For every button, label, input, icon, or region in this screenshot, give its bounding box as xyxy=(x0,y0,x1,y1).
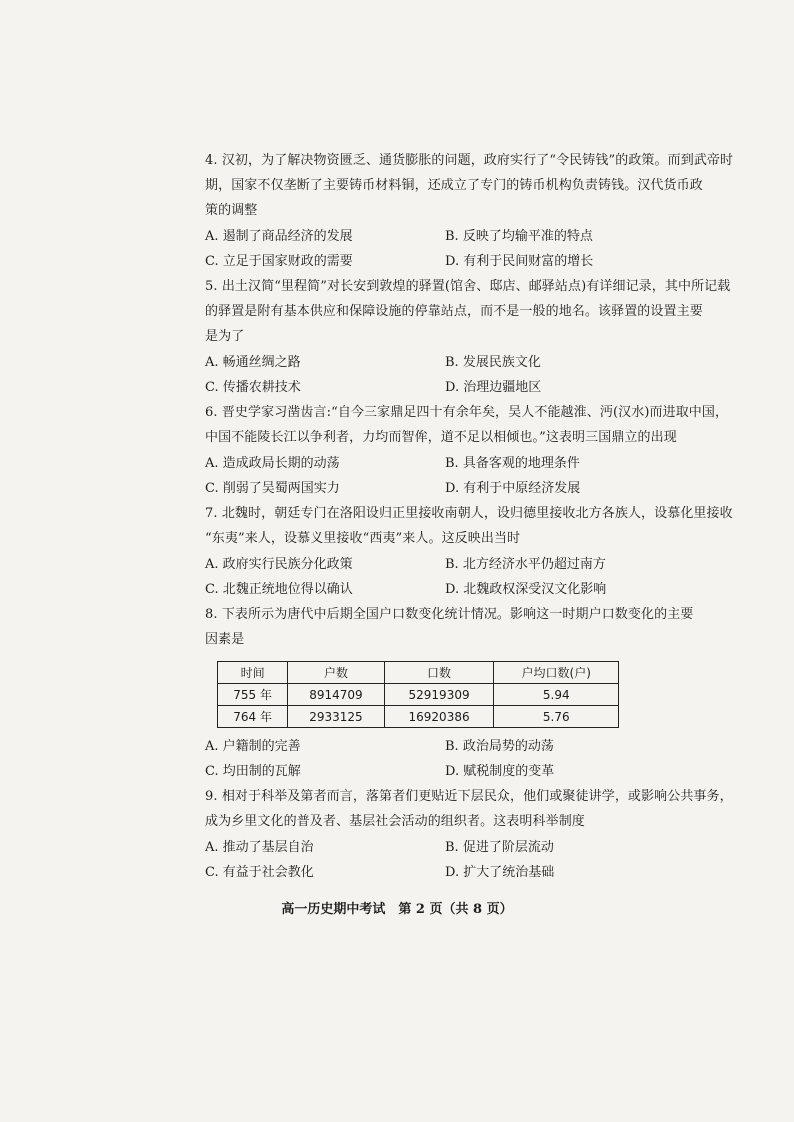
question-7-options xyxy=(205,552,697,602)
question-8-option-c: C. 均田制的瓦解 xyxy=(205,764,301,779)
question-6-option-c: C. 削弱了吴蜀两国实力 xyxy=(205,481,340,496)
question-8-stem-line-2: 因素是 xyxy=(205,632,245,647)
question-7-option-b: B. 北方经济水平仍超过南方 xyxy=(445,557,606,572)
question-6-option-a: A. 造成政局长期的动荡 xyxy=(205,456,340,471)
question-4-option-a: A. 遏制了商品经济的发展 xyxy=(205,229,353,244)
question-4-stem-line-2: 期，国家不仅垄断了主要铸币材料铜，还成立了专门的铸币机构负责铸钱。汉代货币政 xyxy=(205,178,703,193)
question-9 xyxy=(205,784,733,885)
question-5-stem-line-3: 是为了 xyxy=(205,329,245,344)
question-7 xyxy=(205,501,733,602)
question-6-options xyxy=(205,451,697,501)
question-5-option-c: C. 传播农耕技术 xyxy=(205,380,301,395)
question-list xyxy=(205,148,734,885)
question-9-option-a: A. 推动了基层自治 xyxy=(205,840,314,855)
question-4-option-b: B. 反映了均输平准的特点 xyxy=(445,229,593,244)
question-4-option-c: C. 立足于国家财政的需要 xyxy=(205,254,353,269)
table-header-cell: 口数 xyxy=(384,662,494,684)
question-6-option-b: B. 具备客观的地理条件 xyxy=(445,456,580,471)
question-5 xyxy=(205,274,731,400)
question-7-option-d: D. 北魏政权深受汉文化影响 xyxy=(445,582,607,597)
question-9-option-d: D. 扩大了统治基础 xyxy=(445,865,555,880)
question-6 xyxy=(205,400,729,501)
table-cell: 52919309 xyxy=(384,684,494,706)
question-4-stem-line-3: 策的调整 xyxy=(205,203,258,218)
question-8-stem-line-1: 8. 下表所示为唐代中后期全国户口数变化统计情况。影响这一时期户口数变化的主要 xyxy=(205,607,694,622)
question-6-stem-line-2: 中国不能陵长江以争利者，力均而智侔，道不足以相倾也。”这表明三国鼎立的出现 xyxy=(205,430,677,445)
table-row xyxy=(218,706,619,728)
question-5-stem-line-2: 的驿置是附有基本供应和保障设施的停靠站点，而不是一般的地名。该驿置的设置主要 xyxy=(205,304,703,319)
question-8 xyxy=(205,602,697,784)
table-cell: 16920386 xyxy=(384,706,494,728)
question-4-options xyxy=(205,224,697,274)
question-8-option-d: D. 赋税制度的变革 xyxy=(445,764,555,779)
question-9-stem-line-2: 成为乡里文化的普及者、基层社会活动的组织者。这表明科举制度 xyxy=(205,814,585,829)
question-5-stem-line-1: 5. 出土汉简“里程简”对长安到敦煌的驿置(馆舍、邸店、邮驿站点)有详细记录，其中所记载 xyxy=(205,279,731,294)
question-9-options xyxy=(205,835,697,885)
question-5-option-b: B. 发展民族文化 xyxy=(445,355,541,370)
table-header-cell: 户数 xyxy=(288,662,384,684)
question-6-option-d: D. 有利于中原经济发展 xyxy=(445,481,581,496)
table-cell: 8914709 xyxy=(288,684,384,706)
question-8-option-b: B. 政治局势的动荡 xyxy=(445,739,554,754)
question-7-stem-line-2: “东夷”来人，设慕义里接收“西夷”来人。这反映出当时 xyxy=(205,531,521,546)
table-row xyxy=(218,684,619,706)
question-7-option-a: A. 政府实行民族分化政策 xyxy=(205,557,353,572)
question-7-option-c: C. 北魏正统地位得以确认 xyxy=(205,582,353,597)
table-cell: 2933125 xyxy=(288,706,384,728)
table-header-row xyxy=(218,662,619,684)
question-6-stem-line-1: 6. 晋史学家习凿齿言:“自今三家鼎足四十有余年矣，吴人不能越淮、沔(汉水)而进取中国， xyxy=(205,405,729,420)
question-9-stem-line-1: 9. 相对于科举及第者而言，落第者们更贴近下层民众，他们或聚徒讲学，或影响公共事务， xyxy=(205,789,733,804)
table-header-cell: 时间 xyxy=(218,662,288,684)
question-8-option-a: A. 户籍制的完善 xyxy=(205,739,301,754)
table-cell: 5.76 xyxy=(494,706,619,728)
question-4-option-d: D. 有利于民间财富的增长 xyxy=(445,254,594,269)
table-header-cell: 户均口数(户) xyxy=(494,662,619,684)
table-cell: 755 年 xyxy=(218,684,288,706)
question-7-stem-line-1: 7. 北魏时，朝廷专门在洛阳设归正里接收南朝人，设归德里接收北方各族人，设慕化里接收 xyxy=(205,506,733,521)
table-cell: 5.94 xyxy=(494,684,619,706)
question-5-option-d: D. 治理边疆地区 xyxy=(445,380,542,395)
question-4 xyxy=(205,148,734,274)
question-4-stem-line-1: 4. 汉初，为了解决物资匮乏、通货膨胀的问题，政府实行了“令民铸钱”的政策。而到武帝时 xyxy=(205,153,734,168)
question-9-option-c: C. 有益于社会教化 xyxy=(205,865,314,880)
question-5-option-a: A. 畅通丝绸之路 xyxy=(205,355,301,370)
page-footer: 高一历史期中考试 第 2 页（共 8 页） xyxy=(281,902,513,917)
question-5-options xyxy=(205,350,697,400)
question-9-option-b: B. 促进了阶层流动 xyxy=(445,840,554,855)
question-8-options xyxy=(205,734,697,784)
household-statistics-table xyxy=(217,661,619,728)
table-cell: 764 年 xyxy=(218,706,288,728)
